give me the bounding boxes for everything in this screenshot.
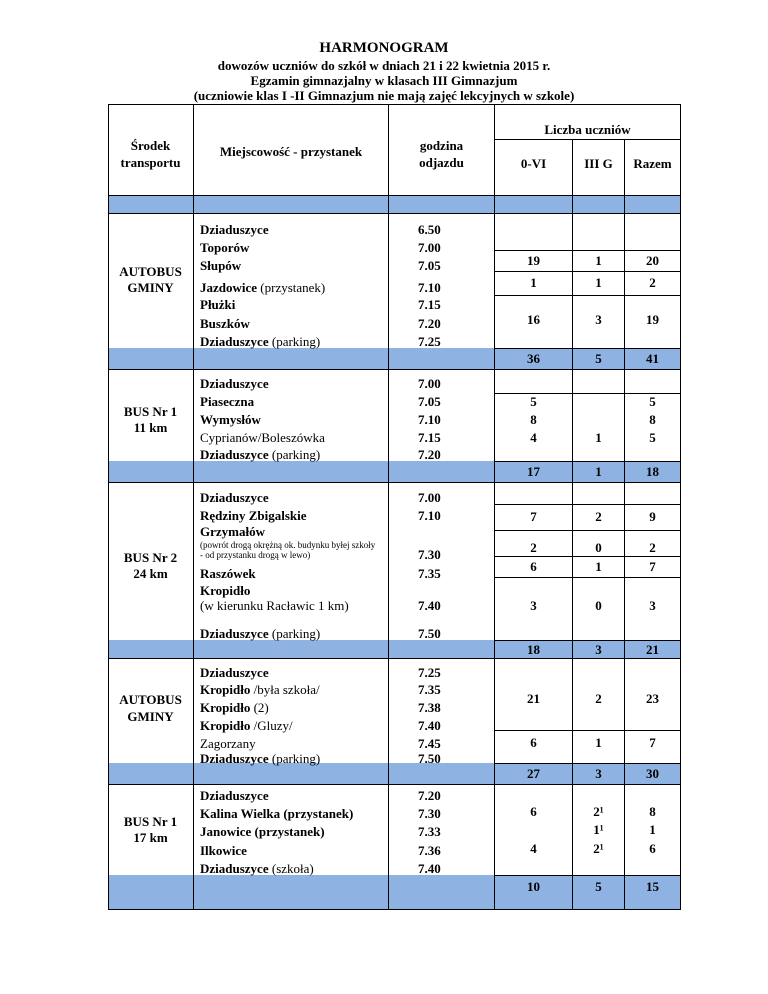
header-transport-line1: Środek: [130, 138, 171, 153]
stop-name: Wymysłów: [200, 412, 261, 427]
count-cell: 20: [646, 253, 659, 268]
grid-line: [108, 213, 681, 214]
stop-name: Cyprianów/Boleszówka: [200, 430, 325, 445]
stop-name: Kalina Wielka (przystanek): [200, 806, 354, 821]
grid-line: [494, 250, 681, 251]
stop-name: Dziaduszyce: [200, 788, 269, 803]
grid-line: [388, 104, 389, 910]
stop-name: Kropidło /była szkoła/: [200, 682, 320, 697]
count-cell: 5: [649, 430, 656, 445]
grid-line: [494, 875, 681, 876]
departure-time: 7.15: [418, 297, 441, 312]
transport-label: AUTOBUS: [119, 264, 182, 279]
count-cell: 19: [527, 253, 540, 268]
stop-name: Piaseczna: [200, 394, 255, 409]
count-cell: 7: [530, 509, 537, 524]
grid-line: [108, 104, 681, 105]
count-cell: 7: [649, 735, 656, 750]
count-cell: 1: [649, 822, 656, 837]
stop-name: Dziaduszyce: [200, 376, 269, 391]
stop-name: Kropidło: [200, 583, 251, 598]
count-cell: 2¹: [593, 804, 604, 819]
header-col-razem: Razem: [633, 156, 672, 171]
transport-label: BUS Nr 2: [123, 550, 178, 565]
grid-line: [494, 556, 681, 557]
count-cell: 1: [595, 430, 602, 445]
grid-line: [494, 577, 681, 578]
count-cell: 23: [646, 691, 659, 706]
sum-cell: 5: [595, 351, 602, 366]
count-cell: 16: [527, 312, 540, 327]
count-cell: 1: [595, 253, 602, 268]
grid-line: [680, 104, 681, 910]
document-title: HARMONOGRAM: [319, 40, 449, 56]
count-cell: 1: [595, 735, 602, 750]
departure-time: 7.40: [418, 718, 441, 733]
sum-cell: 5: [595, 879, 602, 894]
stop-note: (w kierunku Racławic 1 km): [200, 598, 349, 613]
departure-time: 7.35: [418, 682, 441, 697]
stop-name: Raszówek: [200, 566, 256, 581]
departure-time: 7.00: [418, 240, 441, 255]
stop-name: Dziaduszyce: [200, 222, 269, 237]
transport-label: 17 km: [133, 830, 168, 845]
grid-line: [494, 461, 681, 462]
grid-line: [494, 271, 681, 272]
sum-cell: 41: [646, 351, 659, 366]
count-cell: 1: [595, 559, 602, 574]
grid-line: [494, 348, 681, 349]
departure-time: 7.40: [418, 861, 441, 876]
departure-time: 6.50: [418, 222, 441, 237]
departure-time: 7.15: [418, 430, 441, 445]
departure-time: 7.20: [418, 316, 441, 331]
count-cell: 5: [530, 394, 537, 409]
stop-name: Jazdowice (przystanek): [200, 280, 326, 295]
transport-label: 24 km: [133, 566, 168, 581]
departure-time: 7.10: [418, 508, 441, 523]
sum-cell: 30: [646, 766, 659, 781]
departure-time: 7.38: [418, 700, 441, 715]
count-cell: 7: [649, 559, 656, 574]
count-cell: 2: [530, 540, 537, 555]
departure-time: 7.33: [418, 824, 441, 839]
count-cell: 8: [649, 412, 656, 427]
count-cell: 9: [649, 509, 656, 524]
stop-name: Dziaduszyce (parking): [200, 334, 321, 349]
stop-name: Buszków: [200, 316, 250, 331]
grid-line: [494, 530, 681, 531]
sum-cell: 18: [527, 642, 540, 657]
count-cell: 8: [530, 412, 537, 427]
grid-line: [494, 640, 681, 641]
stop-name: Kropidło /Gluzy/: [200, 718, 293, 733]
schedule-table: [108, 104, 681, 910]
count-cell: 1¹: [593, 822, 604, 837]
sum-cell: 27: [527, 766, 540, 781]
stop-name: Rędziny Zbigalskie: [200, 508, 307, 523]
departure-time: 7.50: [418, 626, 441, 641]
departure-time: 7.00: [418, 490, 441, 505]
stop-name: Dziaduszyce: [200, 665, 269, 680]
count-cell: 6: [649, 841, 656, 856]
header-col-0-vi: 0-VI: [520, 156, 547, 171]
sum-cell: 36: [527, 351, 540, 366]
departure-time: 7.45: [418, 736, 441, 751]
header-col-iii-g: III G: [584, 156, 613, 171]
departure-time: 7.00: [418, 376, 441, 391]
sum-cell: 10: [527, 879, 540, 894]
count-cell: 6: [530, 804, 537, 819]
sum-cell: 18: [646, 464, 659, 479]
transport-label: 11 km: [133, 420, 168, 435]
stop-name: Ilkowice: [200, 843, 247, 858]
grid-line: [494, 139, 681, 140]
subtitle-note: (uczniowie klas I -II Gimnazjum nie mają zajęć lekcyjnych w szkole): [193, 88, 575, 103]
grid-line: [108, 369, 681, 370]
transport-label: AUTOBUS: [119, 692, 182, 707]
count-cell: 6: [530, 735, 537, 750]
grid-line: [108, 784, 681, 785]
count-cell: 2: [649, 275, 656, 290]
grid-line: [494, 504, 681, 505]
count-cell: 6: [530, 559, 537, 574]
count-cell: 3: [595, 312, 602, 327]
stop-name: Janowice (przystanek): [200, 824, 325, 839]
grid-line: [108, 104, 109, 910]
departure-time: 7.10: [418, 280, 441, 295]
count-cell: 2: [595, 509, 602, 524]
grid-line: [494, 763, 681, 764]
stop-name: Toporów: [200, 240, 250, 255]
grid-line: [108, 909, 681, 910]
header-time-line1: godzina: [419, 138, 464, 153]
grid-line: [494, 295, 681, 296]
count-cell: 1: [595, 275, 602, 290]
transport-label: GMINY: [127, 280, 174, 295]
count-cell: 2: [649, 540, 656, 555]
header-time-line2: odjazdu: [419, 155, 464, 170]
count-cell: 0: [595, 540, 602, 555]
sum-cell: 15: [646, 879, 659, 894]
departure-time: 7.20: [418, 447, 441, 462]
stop-name: Dziaduszyce (szkoła): [200, 861, 314, 876]
transport-label: BUS Nr 1: [123, 404, 178, 419]
departure-time: 7.30: [418, 547, 441, 562]
count-cell: 21: [527, 691, 540, 706]
grid-line: [108, 195, 681, 196]
transport-label: GMINY: [127, 709, 174, 724]
count-cell: 4: [530, 841, 537, 856]
count-cell: 1: [530, 275, 537, 290]
grid-line: [193, 104, 194, 910]
grid-line: [108, 482, 681, 483]
count-cell: 3: [649, 598, 656, 613]
header-count: Liczba uczniów: [544, 122, 631, 137]
header-transport-line2: transportu: [120, 155, 181, 170]
departure-time: 7.25: [418, 334, 441, 349]
departure-time: 7.35: [418, 566, 441, 581]
count-cell: 4: [530, 430, 537, 445]
departure-time: 7.36: [418, 843, 441, 858]
transport-label: BUS Nr 1: [123, 814, 178, 829]
count-cell: 8: [649, 804, 656, 819]
stop-name: Dziaduszyce (parking): [200, 626, 321, 641]
departure-time: 7.25: [418, 665, 441, 680]
sum-cell: 17: [527, 464, 540, 479]
departure-time: 7.30: [418, 806, 441, 821]
stop-name: Płużki: [200, 297, 236, 312]
sum-cell: 21: [646, 642, 659, 657]
count-cell: 2¹: [593, 841, 604, 856]
sum-cell: 3: [595, 766, 602, 781]
count-cell: 0: [595, 598, 602, 613]
stop-name: Grzymałów: [200, 524, 265, 539]
subtitle-exam: Egzamin gimnazjalny w klasach III Gimnazjum: [250, 73, 518, 88]
departure-time: 7.05: [418, 258, 441, 273]
stop-name: Słupów: [200, 258, 242, 273]
sum-cell: 1: [595, 464, 602, 479]
departure-time: 7.50: [418, 751, 441, 766]
stop-name: Dziaduszyce (parking): [200, 751, 321, 766]
stop-name: Kropidło (2): [200, 700, 269, 715]
count-cell: 2: [595, 691, 602, 706]
sum-cell: 3: [595, 642, 602, 657]
departure-time: 7.05: [418, 394, 441, 409]
count-cell: 19: [646, 312, 659, 327]
header-place: Miejscowość - przystanek: [219, 144, 363, 159]
grid-line: [108, 658, 681, 659]
departure-time: 7.20: [418, 788, 441, 803]
stop-note: - od przystanku drogą w lewo): [200, 550, 311, 560]
grid-line: [494, 730, 681, 731]
stop-name: Dziaduszyce (parking): [200, 447, 321, 462]
count-cell: 3: [530, 598, 537, 613]
grid-line: [494, 104, 495, 910]
stop-note: (powrót drogą okrężną ok. budynku byłej szkoły: [200, 540, 376, 550]
stop-name: Dziaduszyce: [200, 490, 269, 505]
count-cell: 5: [649, 394, 656, 409]
departure-time: 7.10: [418, 412, 441, 427]
departure-time: 7.40: [418, 598, 441, 613]
stop-name: Zagorzany: [200, 736, 256, 751]
subtitle-dates: dowozów uczniów do szkół w dniach 21 i 22 kwietnia 2015 r.: [217, 58, 551, 73]
